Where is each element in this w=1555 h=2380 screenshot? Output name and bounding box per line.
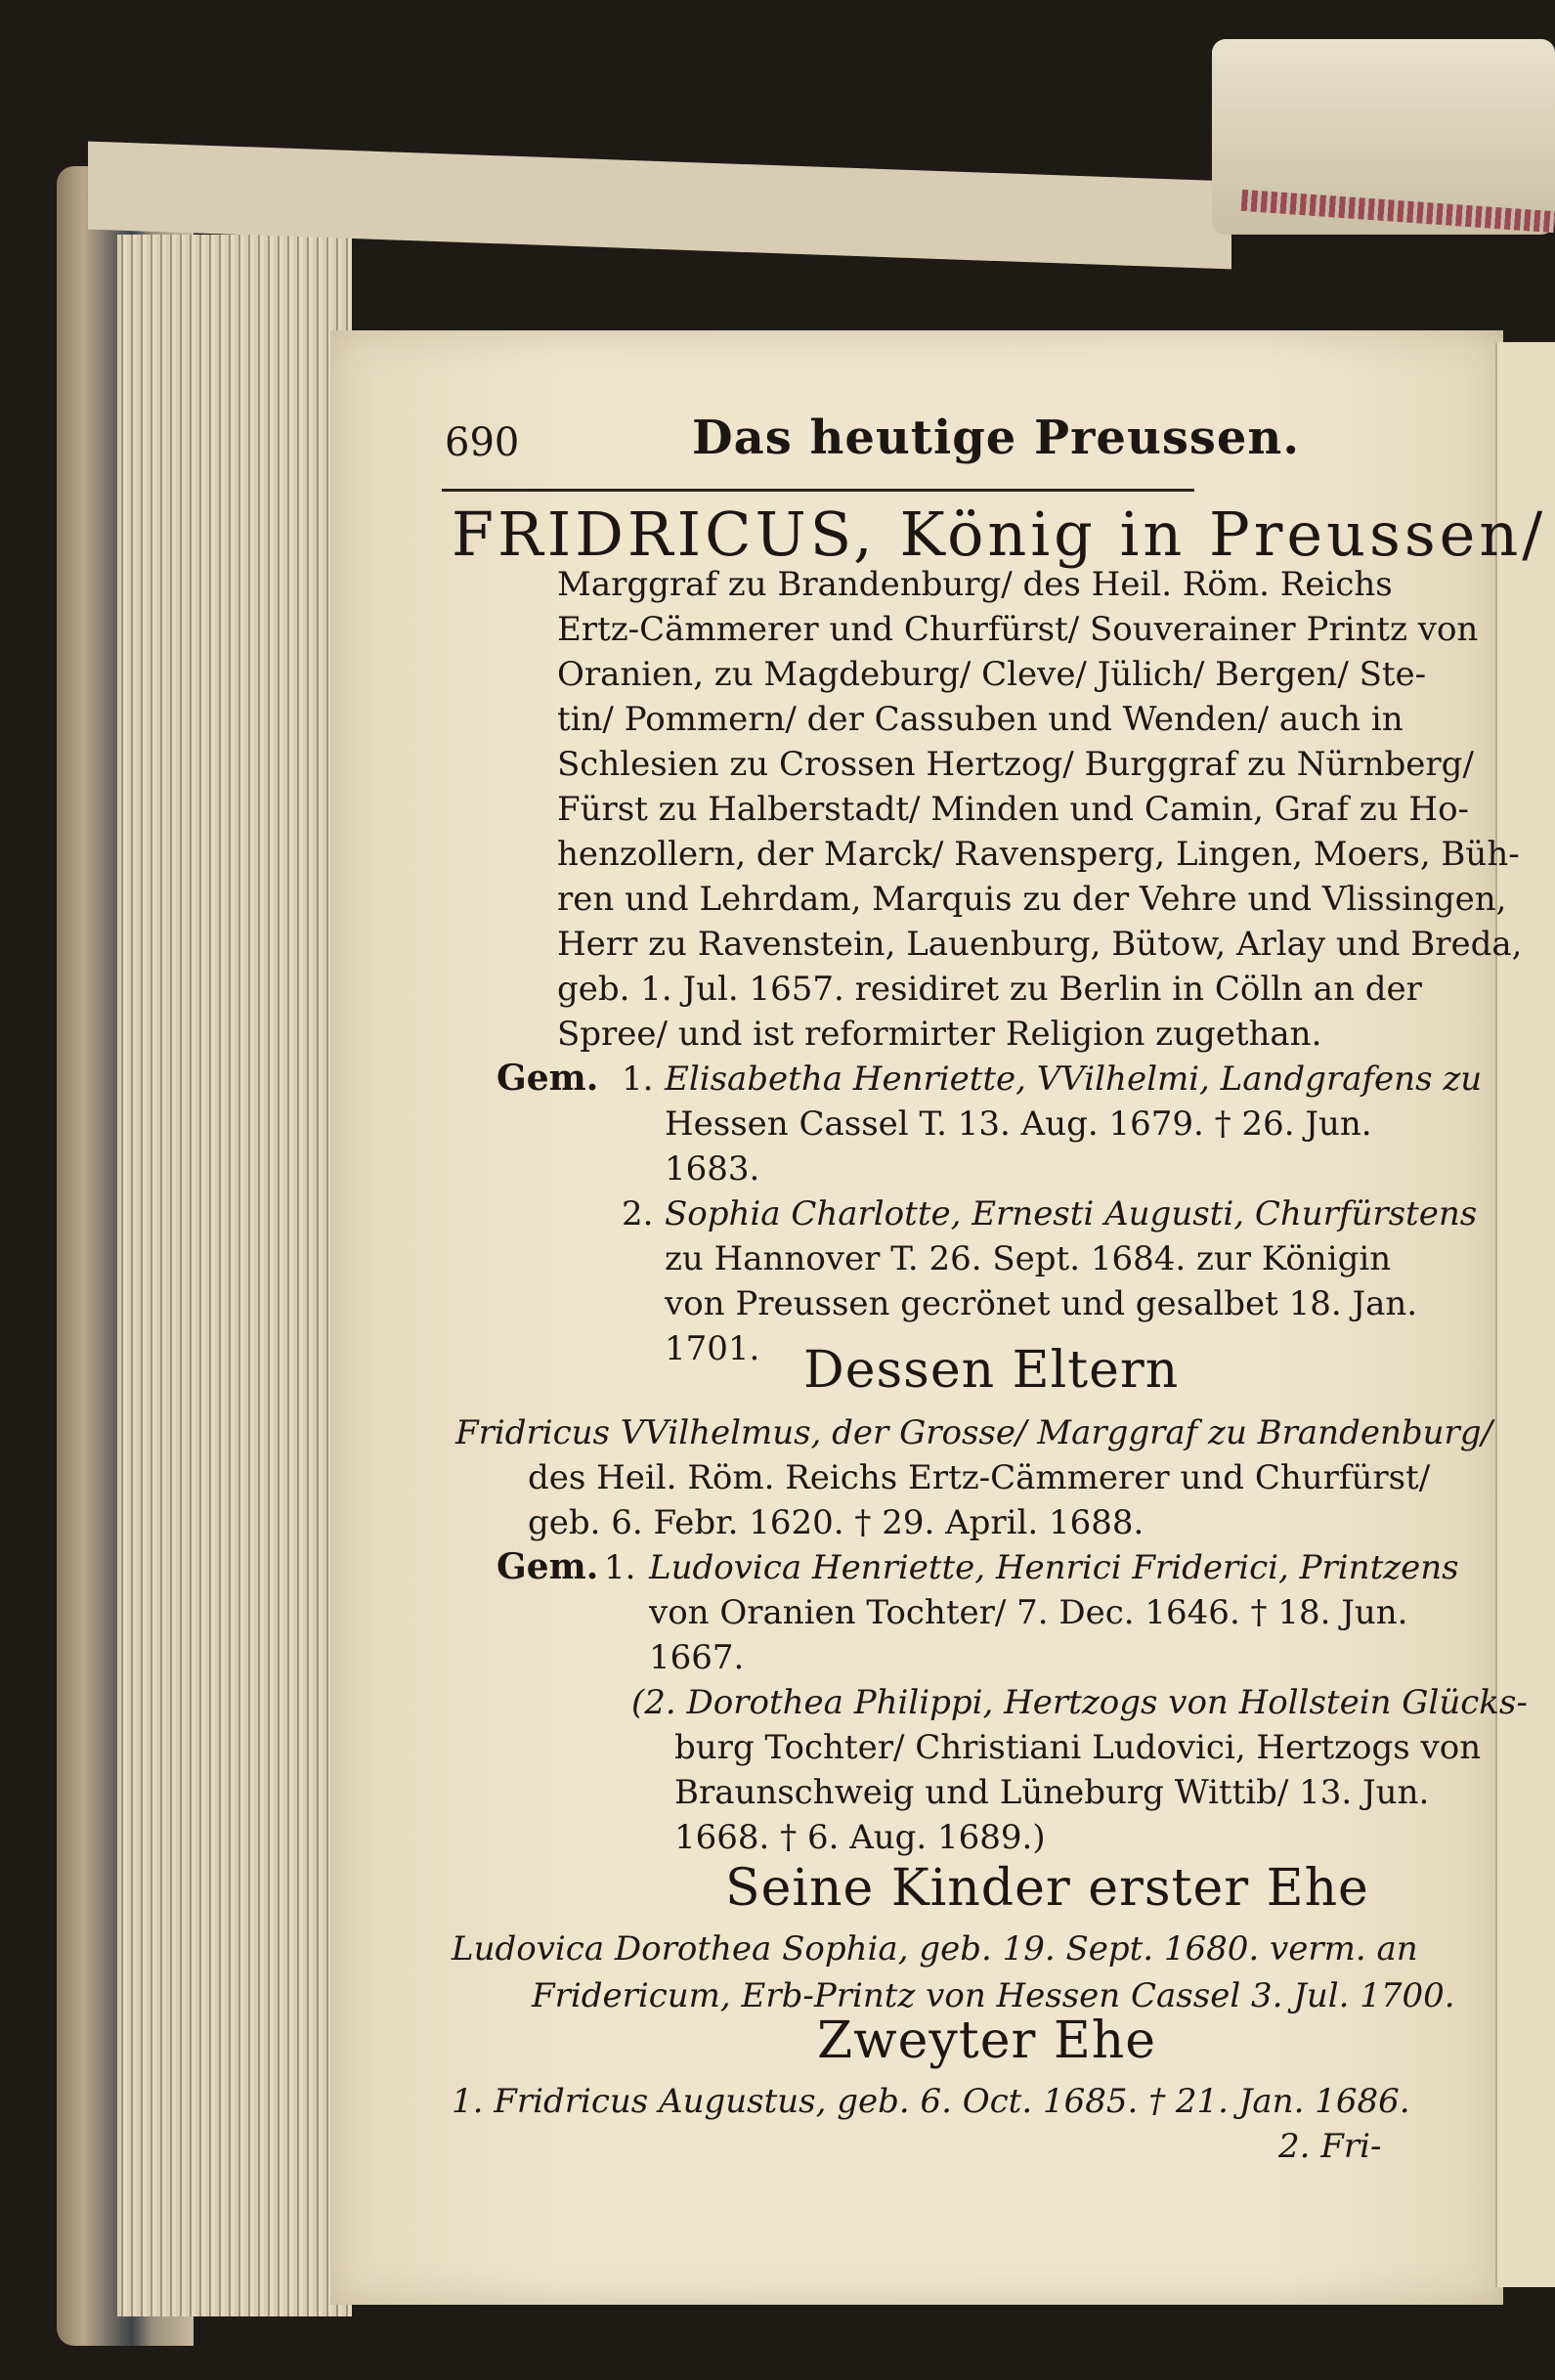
marriage-line: Sophia Charlotte, Ernesti Augusti, Churfürstens xyxy=(665,1194,1478,1233)
intro-line: Oranien, zu Magdeburg/ Cleve/ Jülich/ Bergen/ Ste- xyxy=(557,655,1427,694)
marriage-line: Hessen Cassel T. 13. Aug. 1679. † 26. Jun. xyxy=(665,1104,1372,1144)
gem-label: Gem. xyxy=(497,1058,599,1099)
page-edges xyxy=(117,235,352,2316)
marriage-line: von Oranien Tochter/ 7. Dec. 1646. † 18. Jun. xyxy=(649,1593,1408,1632)
marriage-line: (2. Dorothea Philippi, Hertzogs von Hollstein Glücks- xyxy=(631,1683,1528,1722)
children-line: Fridericum, Erb-Printz von Hessen Cassel 3. Jul. 1700. xyxy=(532,1976,1455,2015)
intro-line: henzollern, der Marck/ Ravensperg, Lingen, Moers, Büh- xyxy=(557,835,1520,874)
marriage-line: Braunschweig und Lüneburg Wittib/ 13. Jun. xyxy=(674,1773,1430,1812)
parents-line: geb. 6. Febr. 1620. † 29. April. 1688. xyxy=(528,1503,1145,1542)
gem-label: Gem. xyxy=(497,1546,599,1587)
catchword: 2. Fri- xyxy=(1278,2127,1382,2166)
section-heading-parents: Dessen Eltern xyxy=(803,1341,1180,1400)
marriage-line: Ludovica Henriette, Henrici Friderici, Printzens xyxy=(649,1548,1459,1587)
page-number: 690 xyxy=(445,420,520,465)
section-heading-children-second: Zweyter Ehe xyxy=(817,2012,1157,2070)
marriage-number: 1. xyxy=(622,1060,654,1099)
intro-line: Marggraf zu Brandenburg/ des Heil. Röm. Reichs xyxy=(557,565,1393,604)
intro-line: Schlesien zu Crossen Hertzog/ Burggraf zu Nürnberg/ xyxy=(557,745,1474,784)
marriage-number: 2. xyxy=(622,1194,654,1233)
header-rule xyxy=(442,489,1194,492)
intro-line: tin/ Pommern/ der Cassuben und Wenden/ auch in xyxy=(557,700,1404,739)
parents-line: des Heil. Röm. Reichs Ertz-Cämmerer und Churfürst/ xyxy=(528,1458,1431,1497)
marriage-line: burg Tochter/ Christiani Ludovici, Hertzogs von xyxy=(674,1728,1482,1767)
marriage-line: 1701. xyxy=(665,1329,760,1368)
intro-line: geb. 1. Jul. 1657. residiret zu Berlin in Cölln an der xyxy=(557,970,1422,1009)
marriage-line: 1683. xyxy=(665,1149,760,1189)
children-line: Ludovica Dorothea Sophia, geb. 19. Sept. 1680. verm. an xyxy=(452,1929,1418,1969)
intro-line: Spree/ und ist reformirter Religion zugethan. xyxy=(557,1015,1322,1054)
marriage-line: 1668. † 6. Aug. 1689.) xyxy=(674,1818,1046,1857)
marriage-line: von Preussen gecrönet und gesalbet 18. Jan. xyxy=(665,1284,1418,1323)
intro-line: Herr zu Ravenstein, Lauenburg, Bütow, Arlay und Breda, xyxy=(557,925,1523,964)
running-title: Das heutige Preussen. xyxy=(692,411,1301,465)
marriage-line: 1667. xyxy=(649,1638,745,1677)
marriage-line: zu Hannover T. 26. Sept. 1684. zur Königin xyxy=(665,1239,1392,1278)
section-heading-children-first: Seine Kinder erster Ehe xyxy=(725,1859,1369,1918)
parents-line: Fridricus VVilhelmus, der Grosse/ Marggraf zu Brandenburg/ xyxy=(455,1413,1492,1452)
intro-line: ren und Lehrdam, Marquis zu der Vehre und Vlissingen, xyxy=(557,880,1507,919)
facing-page-edge xyxy=(1495,342,1555,2287)
intro-line: Ertz-Cämmerer und Churfürst/ Souverainer Printz von xyxy=(557,610,1479,649)
marriage-line: Elisabetha Henriette, VVilhelmi, Landgrafens zu xyxy=(665,1060,1483,1099)
intro-line: Fürst zu Halberstadt/ Minden und Camin, Graf zu Ho- xyxy=(557,790,1470,829)
main-title: FRIDRICUS, König in Preussen/ xyxy=(452,498,1547,570)
children-line: 1. Fridricus Augustus, geb. 6. Oct. 1685. † 21. Jan. 1686. xyxy=(452,2082,1410,2121)
marriage-number: 1. xyxy=(604,1548,636,1587)
